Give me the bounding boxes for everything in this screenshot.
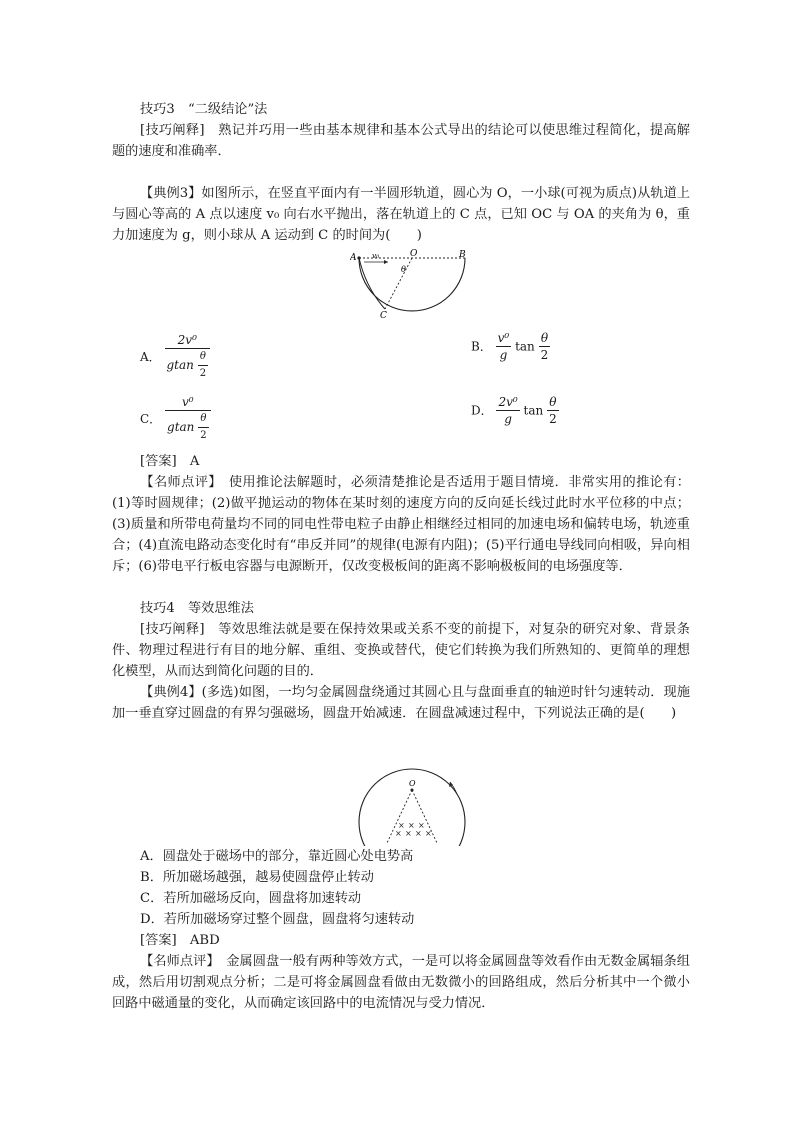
- label-o: O: [410, 249, 418, 259]
- rotating-disk-figure: [354, 764, 472, 846]
- option-c-denominator: gtan: [167, 420, 195, 434]
- example4-question: 【典例4】(多选)如图，一均匀金属圆盘绕通过其圆心且与盘面垂直的轴逆时针匀速转动．现施加一垂直穿过圆盘的有界匀强磁场，圆盘开始减速．在圆盘减速过程中，下列说法正确的是( ): [112, 685, 690, 721]
- tip3-explain-text: [技巧阐释] 熟记并巧用一些由基本规律和基本公式导出的结论可以使思维过程简化，提高解题的速度和准确率．: [112, 123, 690, 159]
- option-b-label: B．: [471, 339, 492, 354]
- semicircle-track-figure: [350, 248, 475, 320]
- option-a-denominator: gtan: [166, 358, 194, 372]
- field-cross: ×: [395, 829, 402, 838]
- option-b-numerator: v⁰: [497, 331, 510, 345]
- field-cross: ×: [408, 821, 415, 830]
- semicircle-track: [359, 258, 465, 311]
- option-b: [471, 330, 550, 363]
- label-b: B: [459, 250, 466, 260]
- option-a-label: A．: [140, 350, 161, 364]
- example3-text: [112, 183, 690, 246]
- example3-question: 【典例3】如图所示，在竖直平面内有一半圆形轨道，圆心为 O，一小球(可视为质点)从轨道上与圆心等高的 A 点以速度 v₀ 向右水平抛出，落在轨道上的 C 点，已知 OC 与 OA 的夹角为 θ，重力加速度为 g，则小球从 A 运动到 C 的时间为( ): [112, 186, 690, 243]
- example4-answer: [答案] ABD: [140, 933, 220, 948]
- field-cross: ×: [415, 829, 422, 838]
- tip4-title: 技巧4 等效思维法: [140, 601, 254, 616]
- option-c-half-angle: [198, 411, 208, 444]
- option-b-half-angle: [539, 330, 551, 363]
- label-a: A: [350, 253, 357, 263]
- option-a-two: 2: [199, 368, 207, 379]
- option-d-label: D．: [471, 403, 493, 418]
- example4-option-a: A．圆盘处于磁场中的部分，靠近圆心处电势高: [140, 849, 414, 864]
- example4-option-b: B．所加磁场越强，越易使圆盘停止转动: [140, 870, 374, 885]
- velocity-arrowhead: [384, 260, 388, 264]
- disk-center: [411, 789, 414, 792]
- option-d-two: 2: [549, 412, 557, 426]
- example4-comment: [112, 951, 690, 1014]
- tip4-explain-text: [技巧阐释] 等效思维法就是要在保持效果或关系不变的前提下，对复杂的研究对象、背景条件、物理过程进行有目的地分解、重组、变换或替代，使它们转换为我们所熟知的、更简单的理想化模型，从而达到简化问题的目的．: [112, 622, 690, 679]
- option-b-tan: tan: [515, 339, 535, 354]
- option-d-fraction: [496, 394, 519, 427]
- example3-comment-text: 【名师点评】 使用推论法解题时，必须清楚推论是否适用于题目情境．非常实用的推论有：(1)等时圆规律；(2)做平抛运动的物体在某时刻的速度方向的反向延长线过此时水平位移的中点；(3)质量和所带电荷量均不同的同电性带电粒子由静止相继经过相同的加速电场和偏转电场，轨迹重合；(4)直流电路动态变化时有“串反并同”的规律(电源有内阻)；(5)平行通电导线同向相吸，异向相斥；(6)带电平行板电容器与电源断开，仅改变极板间的距离不影响极板间的电场强度等．: [112, 475, 690, 574]
- example3-answer: [答案] A: [140, 454, 200, 469]
- option-a-theta: θ: [199, 351, 206, 362]
- option-d-half-angle: [547, 394, 559, 427]
- option-b-fraction: [496, 330, 512, 363]
- option-c: [140, 394, 211, 444]
- option-b-theta: θ: [540, 331, 549, 345]
- example4-comment-text: 【名师点评】 金属圆盘一般有两种等效方式，一是可以将金属圆盘等效看作由无数金属辐条组成，然后用切割观点分析；二是可将金属圆盘看做由无数微小的回路组成，然后分析其中一个微小回路中磁通量的变化，从而确定该回路中的电流情况与受力情况．: [112, 954, 690, 1011]
- option-b-two: 2: [540, 348, 549, 362]
- label-c: C: [380, 311, 387, 320]
- option-c-fraction: [165, 394, 211, 444]
- example4-text: [112, 682, 690, 724]
- field-cross: ×: [405, 829, 412, 838]
- label-theta: θ: [401, 265, 406, 274]
- option-d: [471, 394, 559, 427]
- tip3-explain: [112, 120, 690, 162]
- magnetic-field-crosses: [395, 821, 432, 838]
- option-a-fraction: [165, 332, 211, 382]
- option-d-tan: tan: [523, 403, 544, 418]
- option-b-denominator: g: [499, 348, 508, 362]
- tip4-explain: [112, 619, 690, 682]
- option-c-two: 2: [200, 430, 207, 441]
- radius-oc: [385, 258, 412, 309]
- option-a-numerator: 2v⁰: [177, 333, 197, 347]
- option-c-theta: θ: [200, 413, 207, 424]
- field-cross: ×: [425, 829, 432, 838]
- example4-option-d: D．若所加磁场穿过整个圆盘，圆盘将匀速转动: [140, 912, 415, 927]
- point-a: [357, 256, 360, 259]
- field-cross: ×: [418, 821, 425, 830]
- label-disk-o: O: [409, 779, 416, 788]
- option-d-numerator: 2v⁰: [498, 395, 518, 409]
- option-d-denominator: g: [504, 412, 512, 426]
- option-d-theta: θ: [549, 395, 557, 409]
- disk-upper-outline: [359, 769, 465, 822]
- tip3-title: 技巧3 “二级结论”法: [140, 102, 268, 117]
- example3-comment: [112, 472, 690, 577]
- option-c-numerator: v⁰: [182, 395, 194, 409]
- field-cross: ×: [398, 821, 405, 830]
- option-a: [140, 332, 210, 382]
- option-c-label: C．: [140, 412, 162, 426]
- option-a-half-angle: [198, 349, 208, 382]
- example4-option-c: C．若所加磁场反向，圆盘将加速转动: [140, 891, 362, 906]
- label-v0: v₀: [372, 251, 380, 260]
